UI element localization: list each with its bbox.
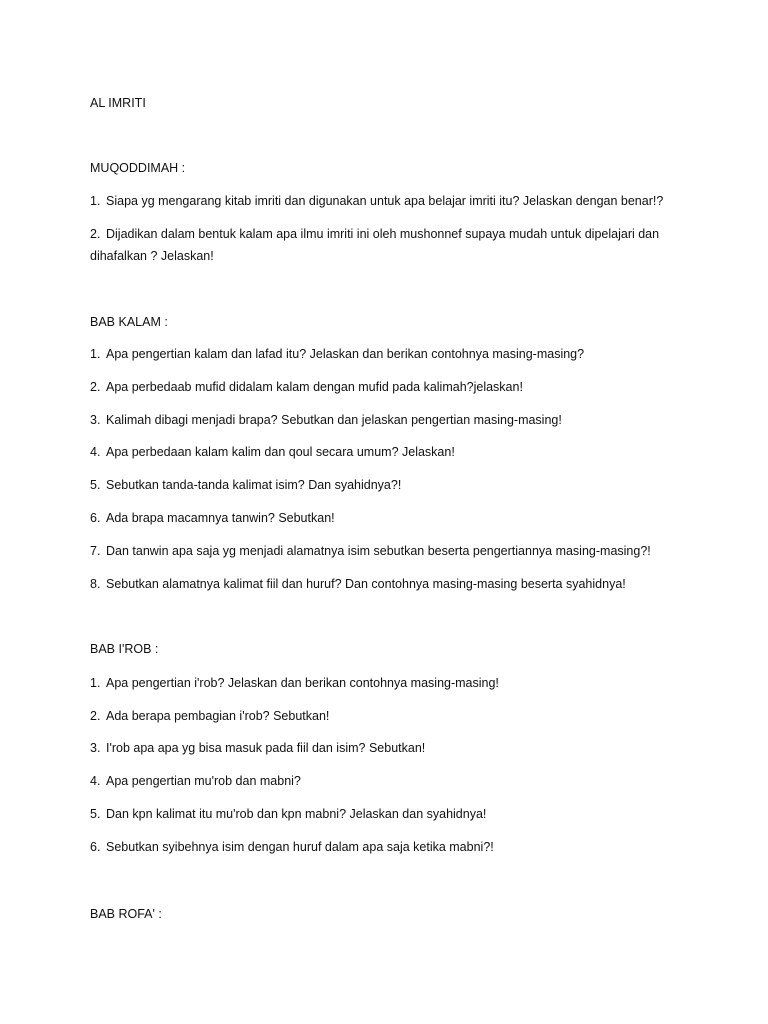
list-item (90, 770, 301, 792)
item-number: 5. (90, 478, 101, 492)
item-number: 5. (90, 807, 101, 821)
item-number: 6. (90, 840, 101, 854)
section-heading-bab-kalam: BAB KALAM : (90, 315, 168, 329)
section-heading-muqoddimah: MUQODDIMAH : (90, 161, 186, 175)
section-heading-bab-irob: BAB I'ROB : (90, 642, 159, 656)
item-number: 1. (90, 676, 101, 690)
section-heading-bab-rofa: BAB ROFA' : (90, 907, 162, 921)
list-item (90, 705, 329, 727)
item-text: Sebutkan syibehnya isim dengan huruf dalam apa saja ketika mabni?! (106, 840, 494, 854)
list-item (90, 376, 523, 398)
item-number: 1. (90, 347, 101, 361)
item-text: Apa pengertian mu'rob dan mabni? (106, 774, 301, 788)
item-number: 3. (90, 413, 101, 427)
list-item (90, 190, 663, 212)
list-item (90, 573, 626, 595)
item-text: Dijadikan dalam bentuk kalam apa ilmu imriti ini oleh mushonnef supaya mudah untuk dipelajari dan (106, 227, 660, 241)
item-text: Sebutkan alamatnya kalimat fiil dan huruf? Dan contohnya masing-masing beserta syahidnya! (106, 577, 626, 591)
item-number: 4. (90, 774, 101, 788)
item-text: Apa perbedaab mufid didalam kalam dengan mufid pada kalimah?jelaskan! (106, 380, 523, 394)
list-item (90, 836, 494, 858)
item-number: 6. (90, 511, 101, 525)
item-text: Apa perbedaan kalam kalim dan qoul secara umum? Jelaskan! (106, 445, 455, 459)
list-item-continuation: dihafalkan ? Jelaskan! (90, 249, 214, 263)
list-item (90, 540, 651, 562)
item-number: 7. (90, 544, 101, 558)
item-text: Kalimah dibagi menjadi brapa? Sebutkan dan jelaskan pengertian masing-masing! (106, 413, 562, 427)
list-item (90, 474, 401, 496)
item-text: Dan tanwin apa saja yg menjadi alamatnya isim sebutkan beserta pengertiannya masing-masing?! (106, 544, 651, 558)
item-number: 4. (90, 445, 101, 459)
item-text: Sebutkan tanda-tanda kalimat isim? Dan syahidnya?! (106, 478, 402, 492)
list-item (90, 441, 455, 463)
item-text: Apa pengertian i'rob? Jelaskan dan berikan contohnya masing-masing! (106, 676, 499, 690)
list-item (90, 409, 562, 431)
list-item (90, 507, 335, 529)
item-text: Ada brapa macamnya tanwin? Sebutkan! (106, 511, 335, 525)
item-number: 2. (90, 227, 101, 241)
item-number: 3. (90, 741, 101, 755)
list-item (90, 803, 486, 825)
item-text: Ada berapa pembagian i'rob? Sebutkan! (106, 709, 330, 723)
item-text: I'rob apa apa yg bisa masuk pada fiil dan isim? Sebutkan! (106, 741, 426, 755)
item-number: 2. (90, 380, 101, 394)
item-text: Apa pengertian kalam dan lafad itu? Jelaskan dan berikan contohnya masing-masing? (106, 347, 585, 361)
item-text: Dan kpn kalimat itu mu'rob dan kpn mabni? Jelaskan dan syahidnya! (106, 807, 487, 821)
item-number: 2. (90, 709, 101, 723)
item-number: 1. (90, 194, 101, 208)
item-number: 8. (90, 577, 101, 591)
list-item (90, 223, 659, 245)
item-text: Siapa yg mengarang kitab imriti dan digunakan untuk apa belajar imriti itu? Jelaskan dengan benar!? (106, 194, 664, 208)
document-title: AL IMRITI (90, 96, 146, 110)
list-item (90, 343, 584, 365)
list-item (90, 737, 425, 759)
list-item (90, 672, 499, 694)
